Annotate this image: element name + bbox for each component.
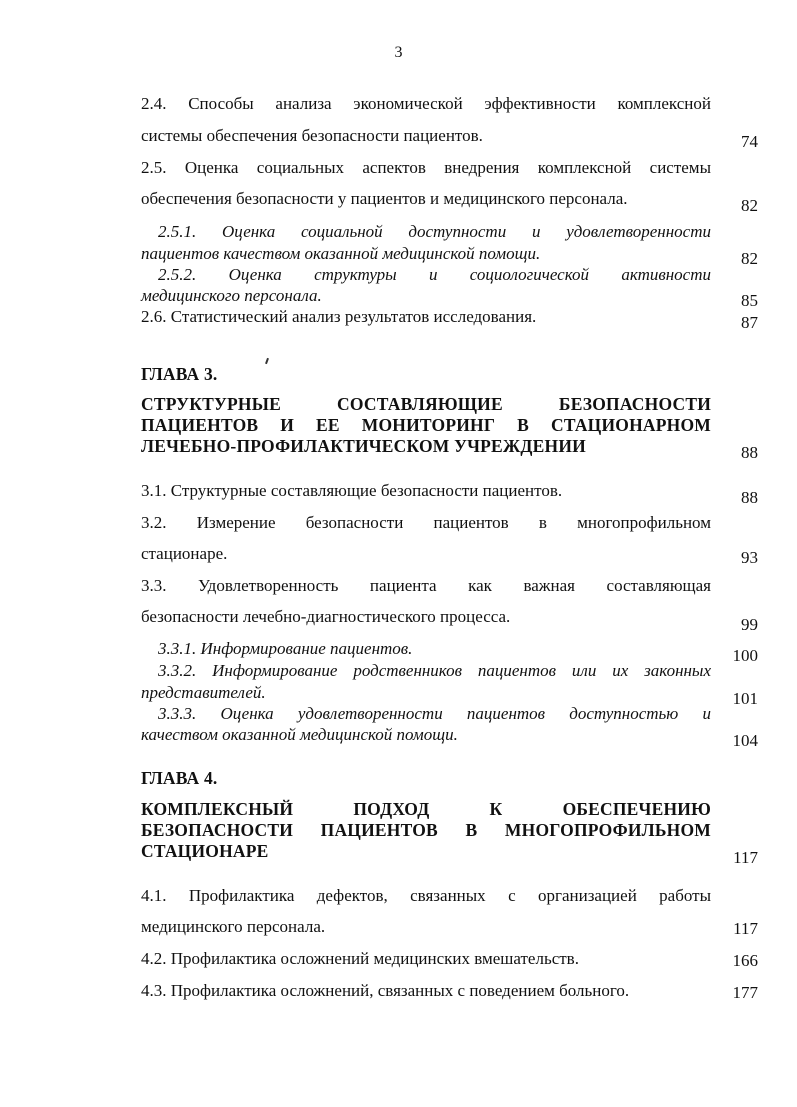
chapter-4-title-line2: БЕЗОПАСНОСТИ ПАЦИЕНТОВ В МНОГОПРОФИЛЬНОМ xyxy=(141,820,711,840)
toc-entry-2-5-line1: 2.5. Оценка социальных аспектов внедрения комплексной системы xyxy=(141,158,711,177)
toc-entry-3-3-line2: безопасности лечебно-диагностического процесса. xyxy=(141,607,511,626)
chapter-3-title-line1: СТРУКТУРНЫЕ СОСТАВЛЯЮЩИЕ БЕЗОПАСНОСТИ xyxy=(141,394,711,414)
toc-entry-2-4-line2: системы обеспечения безопасности пациентов. xyxy=(141,126,483,145)
toc-entry-3-2-page: 93 xyxy=(741,548,758,567)
toc-entry-3-3-2-line1: 3.3.2. Информирование родственников пациентов или их законных xyxy=(158,661,711,680)
toc-entry-3-3-1-page: 100 xyxy=(732,646,758,665)
toc-entry-4-1-page: 117 xyxy=(733,919,758,938)
toc-entry-2-5-2-line2: медицинского персонала. xyxy=(141,286,322,305)
chapter-4-label: ГЛАВА 4. xyxy=(141,768,218,788)
toc-entry-4-1-line1: 4.1. Профилактика дефектов, связанных с организацией работы xyxy=(141,886,711,905)
chapter-4-page: 117 xyxy=(733,848,758,867)
toc-entry-3-1-page: 88 xyxy=(741,488,758,507)
chapter-3-label: ГЛАВА 3. xyxy=(141,364,218,384)
toc-entry-2-5-2-page: 85 xyxy=(741,291,758,310)
toc-entry-2-6: 2.6. Статистический анализ результатов исследования. xyxy=(141,307,537,326)
toc-entry-2-4-line1: 2.4. Способы анализа экономической эффективности комплексной xyxy=(141,94,711,113)
toc-entry-4-3-page: 177 xyxy=(732,983,758,1002)
toc-entry-3-3-line1: 3.3. Удовлетворенность пациента как важная составляющая xyxy=(141,576,711,595)
toc-entry-4-2-page: 166 xyxy=(732,951,758,970)
chapter-3-page: 88 xyxy=(741,443,758,462)
toc-entry-2-5-1-line2: пациентов качеством оказанной медицинской помощи. xyxy=(141,244,541,263)
toc-entry-3-3-2-line2: представителей. xyxy=(141,683,266,702)
toc-entry-3-3-3-page: 104 xyxy=(732,731,758,750)
toc-entry-3-3-page: 99 xyxy=(741,615,758,634)
toc-entry-3-1: 3.1. Структурные составляющие безопасности пациентов. xyxy=(141,481,563,500)
toc-entry-3-3-1: 3.3.1. Информирование пациентов. xyxy=(158,639,413,658)
toc-entry-4-2: 4.2. Профилактика осложнений медицинских вмешательств. xyxy=(141,949,579,968)
toc-entry-3-3-2-page: 101 xyxy=(732,689,758,708)
toc-entry-4-1-line2: медицинского персонала. xyxy=(141,917,326,936)
toc-entry-4-3: 4.3. Профилактика осложнений, связанных с поведением больного. xyxy=(141,981,630,1000)
toc-entry-3-3-3-line2: качеством оказанной медицинской помощи. xyxy=(141,725,458,744)
toc-entry-3-2-line2: стационаре. xyxy=(141,544,228,563)
toc-entry-2-4-page: 74 xyxy=(741,132,758,151)
chapter-4-title-line3: СТАЦИОНАРЕ xyxy=(141,841,269,861)
toc-entry-3-3-3-line1: 3.3.3. Оценка удовлетворенности пациентов доступностью и xyxy=(158,704,711,723)
toc-entry-2-5-2-line1: 2.5.2. Оценка структуры и социологической активности xyxy=(158,265,711,284)
toc-entry-2-5-1-page: 82 xyxy=(741,249,758,268)
chapter-3-title-line3: ЛЕЧЕБНО-ПРОФИЛАКТИЧЕСКОМ УЧРЕЖДЕНИИ xyxy=(141,436,586,456)
toc-entry-3-2-line1: 3.2. Измерение безопасности пациентов в многопрофильном xyxy=(141,513,711,532)
toc-entry-2-6-page: 87 xyxy=(741,313,758,332)
chapter-3-title-line2: ПАЦИЕНТОВ И ЕЕ МОНИТОРИНГ В СТАЦИОНАРНОМ xyxy=(141,415,711,435)
page-number: 3 xyxy=(394,44,403,61)
toc-entry-2-5-page: 82 xyxy=(741,196,758,215)
toc-entry-2-5-1-line1: 2.5.1. Оценка социальной доступности и удовлетворенности xyxy=(158,222,711,241)
toc-entry-2-5-line2: обеспечения безопасности у пациентов и медицинского персонала. xyxy=(141,189,628,208)
chapter-4-title-line1: КОМПЛЕКСНЫЙ ПОДХОД К ОБЕСПЕЧЕНИЮ xyxy=(141,799,711,819)
